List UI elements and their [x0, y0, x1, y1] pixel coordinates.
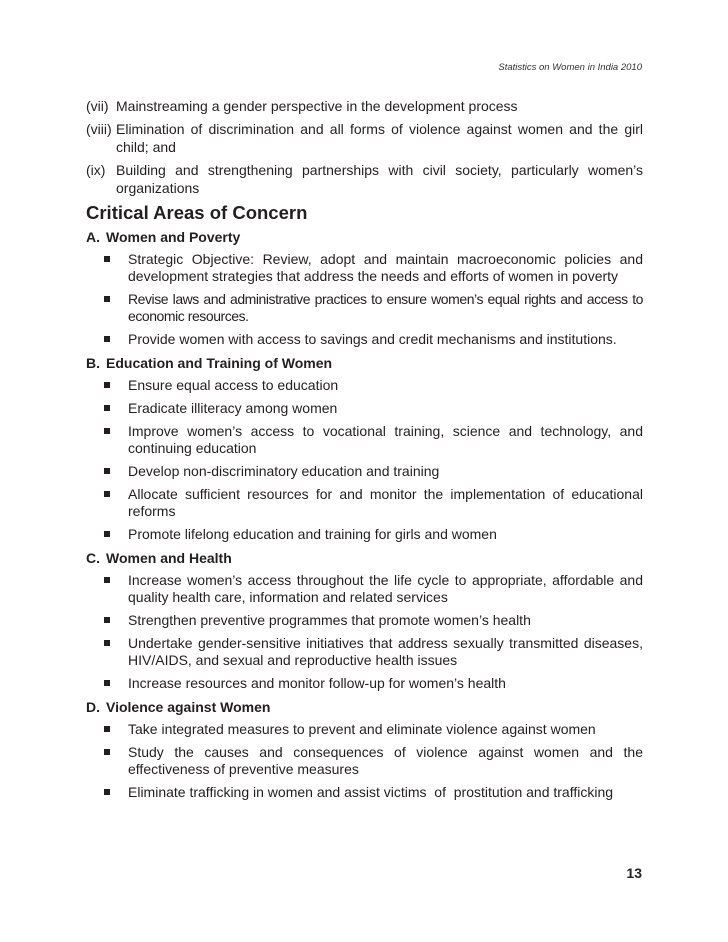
list-item-text: Eliminate trafficking in women and assist victims of prostitution and trafficking: [128, 784, 614, 800]
list-item-text: Promote lifelong education and training for girls and women: [128, 526, 497, 542]
square-bullet-icon: [104, 296, 110, 302]
list-item: [100, 251, 643, 285]
list-item-text: Study the causes and consequences of violence against women and the effectiveness of preventive measures: [128, 744, 643, 777]
list-item: [100, 423, 643, 457]
square-bullet-icon: [104, 680, 110, 686]
area-heading: [86, 698, 643, 716]
area-heading: [86, 549, 643, 567]
list-item-text: Strengthen preventive programmes that promote women’s health: [128, 612, 531, 628]
list-item-text: Increase resources and monitor follow-up for women’s health: [128, 675, 506, 691]
list-item-text: Eradicate illiteracy among women: [128, 400, 338, 416]
bullet-list: [86, 721, 643, 801]
square-bullet-icon: [104, 577, 110, 583]
bullet-list: [86, 377, 643, 543]
area-letter: D.: [86, 699, 100, 715]
list-item: [100, 463, 643, 480]
list-item: [100, 744, 643, 778]
list-item: [100, 400, 643, 417]
square-bullet-icon: [104, 789, 110, 795]
area-education-and-training: [86, 354, 643, 543]
list-item: [100, 635, 643, 669]
list-item: [100, 526, 643, 543]
list-item-text: Increase women’s access throughout the life cycle to appropriate, affordable and quality health care, information and related services: [128, 572, 643, 605]
area-women-and-health: [86, 549, 643, 692]
square-bullet-icon: [104, 382, 110, 388]
objective-number: (vii): [86, 98, 109, 114]
area-title: Education and Training of Women: [106, 355, 333, 371]
square-bullet-icon: [104, 749, 110, 755]
bullet-list: [86, 572, 643, 692]
area-women-and-poverty: [86, 228, 643, 348]
list-item-text: Improve women’s access to vocational training, science and technology, and continuing education: [128, 423, 643, 456]
area-letter: B.: [86, 355, 100, 371]
area-title: Women and Health: [106, 550, 232, 566]
list-item: [100, 291, 643, 325]
objective-number: (viii): [86, 121, 112, 137]
square-bullet-icon: [104, 428, 110, 434]
list-item-text: Allocate sufficient resources for and monitor the implementation of educational reforms: [128, 486, 643, 519]
objective-text: Elimination of discrimination and all forms of violence against women and the girl child; and: [116, 121, 643, 155]
list-item: [100, 331, 643, 348]
page-number: 13: [626, 865, 642, 881]
area-letter: A.: [86, 229, 100, 245]
square-bullet-icon: [104, 256, 110, 262]
list-item: [100, 612, 643, 629]
list-item: [100, 675, 643, 692]
objective-item: [86, 97, 643, 115]
square-bullet-icon: [104, 405, 110, 411]
square-bullet-icon: [104, 491, 110, 497]
area-heading: [86, 354, 643, 372]
running-header: Statistics on Women in India 2010: [498, 62, 642, 73]
list-item-text: Take integrated measures to prevent and eliminate violence against women: [128, 721, 596, 737]
list-item: [100, 486, 643, 520]
square-bullet-icon: [104, 617, 110, 623]
page-content: [86, 97, 643, 807]
list-item: [100, 572, 643, 606]
area-letter: C.: [86, 550, 100, 566]
square-bullet-icon: [104, 531, 110, 537]
square-bullet-icon: [104, 640, 110, 646]
section-title: Critical Areas of Concern: [86, 202, 308, 223]
square-bullet-icon: [104, 468, 110, 474]
area-title: Violence against Women: [106, 699, 271, 715]
area-heading: [86, 228, 643, 246]
objective-item: [86, 161, 643, 197]
list-item-text: Strategic Objective: Review, adopt and maintain macroeconomic policies and development strategies that address the needs and efforts of women in poverty: [128, 251, 643, 284]
objective-number: (ix): [86, 162, 106, 178]
list-item-text: Develop non-discriminatory education and training: [128, 463, 440, 479]
bullet-list: [86, 251, 643, 348]
area-violence-against-women: [86, 698, 643, 801]
list-item-text: Provide women with access to savings and credit mechanisms and institutions.: [128, 331, 617, 347]
objective-text: Mainstreaming a gender perspective in the development process: [116, 98, 518, 114]
list-item: [100, 377, 643, 394]
list-item-text: Revise laws and administrative practices to ensure women’s equal rights and access to economic resources.: [128, 291, 643, 324]
area-title: Women and Poverty: [106, 229, 241, 245]
objective-text: Building and strengthening partnerships with civil society, particularly women’s organizations: [116, 162, 643, 196]
square-bullet-icon: [104, 726, 110, 732]
list-item: [100, 721, 643, 738]
list-item: [100, 784, 643, 801]
list-item-text: Ensure equal access to education: [128, 377, 339, 393]
list-item-text: Undertake gender-sensitive initiatives that address sexually transmitted diseases, HIV/AIDS, and sexual and reproductive health issues: [128, 635, 643, 668]
objective-item: [86, 120, 643, 156]
square-bullet-icon: [104, 336, 110, 342]
